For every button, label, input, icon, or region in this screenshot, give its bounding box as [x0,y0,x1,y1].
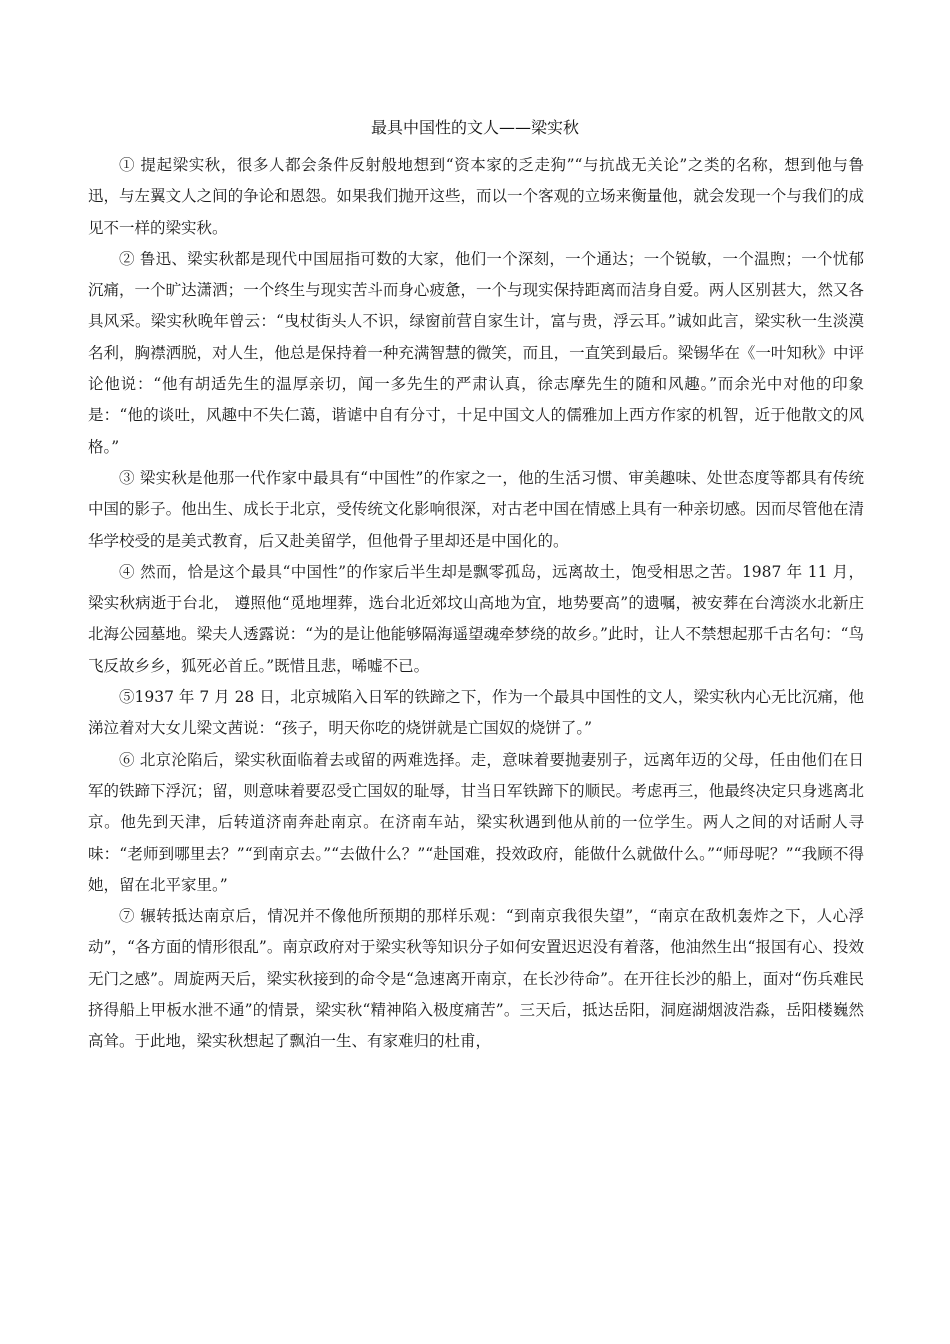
paragraph-1: ① 提起梁实秋，很多人都会条件反射般地想到“资本家的乏走狗”“与抗战无关论”之类的名称，想到他与鲁迅，与左翼文人之间的争论和恩怨。如果我们抛开这些，而以一个客观的立场来衡量他，就会发现一个与我们的成见不一样的梁实秋。 [88,156,864,237]
paragraph-3: ③ 梁实秋是他那一代作家中最具有“中国性”的作家之一，他的生活习惯、审美趣味、处世态度等都具有传统中国的影子。他出生、成长于北京，受传统文化影响很深，对古老中国在情感上具有一种亲切感。因而尽管他在清华学校受的是美式教育，后又赴美留学，但他骨子里却还是中国化的。 [88,468,864,550]
paragraph-6: ⑥ 北京沦陷后，梁实秋面临着去或留的两难选择。走，意味着要抛妻别子，远离年迈的父母，任由他们在日军的铁蹄下浮沉；留，则意味着要忍受亡国奴的耻辱，甘当日军铁蹄下的顺民。考虑再三，他最终决定只身逃离北京。他先到天津，后转道济南奔赴南京。在济南车站，梁实秋遇到他从前的一位学生。两人之间的对话耐人寻味：“老师到哪里去？”“到南京去。”“去做什么？”“赴国难，投效政府，能做什么就做什么。”“师母呢？”“我顾不得她，留在北平家里。” [88,750,864,894]
paragraph-5: ⑤1937 年 7 月 28 日，北京城陷入日军的铁蹄之下，作为一个最具中国性的文人，梁实秋内心无比沉痛，他涕泣着对大女儿梁文茜说：“孩子，明天你吃的烧饼就是亡国奴的烧饼了。” [88,688,864,738]
paragraph-7: ⑦ 辗转抵达南京后，情况并不像他所预期的那样乐观：“到南京我很失望”，“南京在敌机轰炸之下，人心浮动”，“各方面的情形很乱”。南京政府对于梁实秋等知识分子如何安置迟迟没有着落，他油然生出“报国有心、投效无门之感”。周旋两天后，梁实秋接到的命令是“急速离开南京，在长沙待命”。在开往长沙的船上，面对“伤兵难民挤得船上甲板水泄不通”的情景，梁实秋“精神陷入极度痛苦”。三天后，抵达岳阳，洞庭湖烟波浩淼，岳阳楼巍然高耸。于此地，梁实秋想起了飘泊一生、有家难归的杜甫， [88,907,864,1051]
article-body [88,150,864,1058]
paragraph-4: ④ 然而，恰是这个最具“中国性”的作家后半生却是飘零孤岛，远离故土，饱受相思之苦。1987 年 11 月，梁实秋病逝于台北， 遵照他“觅地埋葬，选台北近郊坟山高地为宜，地势要高”的遗嘱，被安葬在台湾淡水北新庄北海公园墓地。梁夫人透露说：“为的是让他能够隔海遥望魂牵梦绕的故乡。”此时，让人不禁想起那千古名句：“鸟飞反故乡乡，狐死必首丘。”既惜且悲，唏嘘不已。 [88,562,864,675]
article-title: 最具中国性的文人——梁实秋 [370,118,579,137]
paragraph-2: ② 鲁迅、梁实秋都是现代中国屈指可数的大家，他们一个深刻，一个通达；一个锐敏，一个温煦；一个忧郁沉痛，一个旷达潇洒；一个终生与现实苦斗而身心疲惫，一个与现实保持距离而洁身自爱。两人区别甚大，然又各具风采。梁实秋晚年曾云：“曳杖街头人不识，绿窗前营自家生计，富与贵，浮云耳。”诚如此言，梁实秋一生淡漠名利，胸襟洒脱，对人生，他总是保持着一种充满智慧的微笑，而且，一直笑到最后。梁锡华在《一叶知秋》中评论他说：“他有胡适先生的温厚亲切，闻一多先生的严肃认真，徐志摩先生的随和风趣。”而余光中对他的印象是：“他的谈吐，风趣中不失仁蔼，谐谑中自有分寸，十足中国文人的儒雅加上西方作家的机智，近于他散文的风格。” [88,249,864,456]
